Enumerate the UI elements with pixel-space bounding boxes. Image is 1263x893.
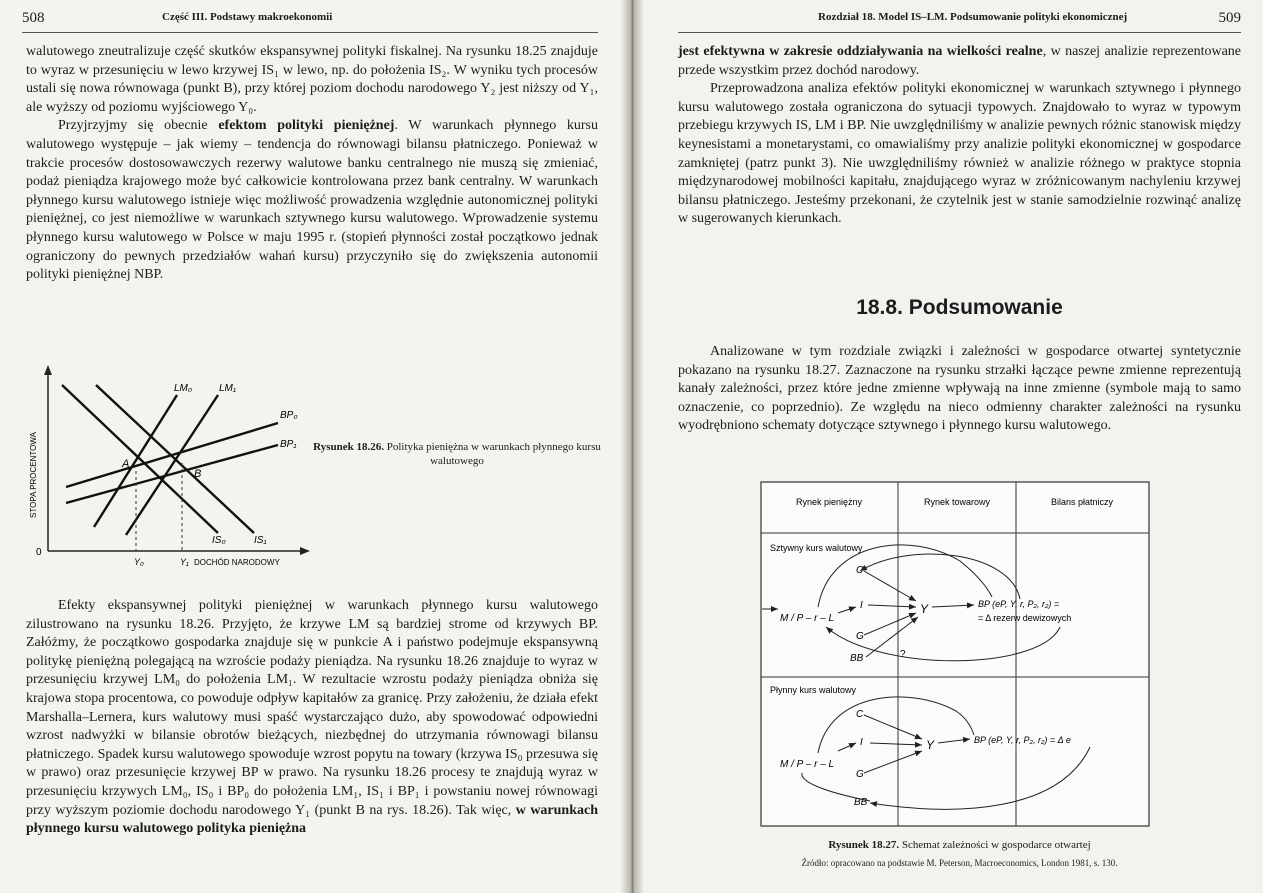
bold-text: jest efektywna w zakresie oddziaływania na wielkości realne	[678, 44, 1043, 59]
text: . W warunkach płynnego kursu walutowego występuje – jak wiemy – tendencja do równowagi bilansu płatniczego. Ponieważ w trakcie procesów dostosowawczych rezerwy walutowe banku centralnego nie muszą się zmieniać, podaż pieniądza krajowego może być całkowicie kontrolowana przez bank centralny. W warunkach płynnego kursu walutowego istnieje więc możliwość prowadzenia względnie autonomicznej polityki pieniężnej, co jest niemożliwe w warunkach sztywnego kursu walutowego. Wprowadzenie systemu płynnego kursu walutowego w Polsce w maju 1995 r. (stopień płynności został początkowo jednak ograniczony do pewnych przedziałów wahań kursu) przyczyniło się do zwiększenia autonomii polityki pieniężnej NBP.	[26, 118, 598, 283]
column-header: Rynek pieniężny	[795, 497, 863, 507]
running-head: Część III. Podstawy makroekonomii	[162, 11, 333, 23]
var-c: C	[856, 709, 864, 720]
paragraph: walutowego zneutralizuje część skutków ekspansywnej polityki fiskalnej. Na rysunku 18.25 znajduje to wyraz w przesunięciu w lewo krzywej IS₁ w lewo, np. do położenia IS₂. W wyniku tych procesów ustali się nowa równowaga (punkt B), przy której poziom dochodu narodowego Y₂ jest niższy od Y₁, ale wyższy od poziomu wyjściowego Y₀.	[26, 44, 598, 115]
caption-label: Rysunek 18.27.	[828, 839, 900, 851]
is0-label: IS₀	[212, 535, 226, 546]
diagram-frame	[761, 482, 1149, 826]
figure-18-26-caption	[312, 440, 602, 468]
right-text-top	[678, 43, 1241, 229]
left-page	[0, 0, 628, 893]
var-i: I	[860, 600, 863, 611]
var-g: G	[856, 769, 864, 780]
page-number: 508	[22, 10, 45, 26]
left-text-top	[26, 43, 598, 285]
y1-label: Y₁	[180, 557, 189, 567]
y-axis-label: STOPA PROCENTOWA	[29, 432, 38, 518]
caption-label: Rysunek 18.26.	[313, 441, 384, 453]
x-axis-arrow	[300, 547, 310, 555]
figure-18-26	[22, 365, 312, 575]
paragraph	[678, 43, 1241, 80]
right-header	[678, 10, 1241, 33]
is0-curve	[62, 385, 218, 533]
summary-text	[678, 343, 1241, 436]
var-y: Y	[926, 738, 935, 752]
paragraph	[26, 597, 598, 839]
bp0-label: BP₀	[280, 410, 298, 421]
var-bb: BB	[850, 653, 864, 664]
caption-text: Schemat zależności w gospodarce otwartej	[901, 839, 1091, 851]
right-page	[636, 0, 1263, 893]
text: Przyjrzyjmy się obecnie	[58, 118, 219, 134]
bp1-curve	[66, 445, 278, 503]
column-header: Bilans płatniczy	[1050, 497, 1114, 507]
y-axis-arrow	[44, 365, 52, 375]
text: Efekty ekspansywnej polityki pieniężnej w warunkach płynnego kursu walutowego zilustrowano na rysunku 18.26. Przyjęto, że krzywe LM są bardziej strome od krzywych BP. Załóżmy, że początkowo gospodarka znajduje się w punkcie A i państwo podejmuje ekspansywną politykę pieniężną polegającą na wzroście podaży pieniądza. Na rysunku 18.26 znajduje to wyraz w przesunięciu krzywej LM₀ do położenia LM₁. W rezultacie wzrostu podaży pieniądza obniża się krajowa stopa procentowa, co powoduje odpływ kapitałów za granicę. Przy założeniu, że działa efekt Marshalla–Lernera, kurs walutowy musi spaść wystarczająco dużo, aby spowodować odpowiedni wzrost nadwyżki w bilansie obrotów bieżących, niezbędnej do utrzymania równowagi bilansu płatniczego. Spadek kursu walutowego spowoduje wzrost popytu na towary (krzywa IS₀ przesuwa się w prawo) oraz przesunięcie krzywej BP w prawo. Na rysunku 18.26 procesy te znajdują wyraz w przesunięciu krzywych LM₀, IS₀ i BP₀ do położenia LM₁, IS₁ i BP₁ i powstaniu nowej równowagi przy wyższym poziomie dochodu narodowego Y₁ (punkt B na rys. 18.26). Tak więc,	[26, 598, 598, 818]
var-g: G	[856, 631, 864, 642]
floating-rate-label: Płynny kurs walutowy	[770, 685, 857, 695]
book-gutter	[620, 0, 644, 893]
column-header: Rynek towarowy	[923, 497, 991, 507]
paragraph: Analizowane w tym rozdziale związki i zależności w gospodarce otwartej syntetycznie pokazano na rysunku 18.27. Zaznaczone na rysunku strzałki łączące pewne zmienne reprezentują kanały zależności, przez które jedne zmienne wpływają na inne zmienne (symbole mają to samo oznaczenie, co poprzednio). Ze względu na nieco odmienny charakter zależności na rysunku wyodrębniono schematy dotyczące sztywnego i płynnego kursu walutowego.	[678, 344, 1241, 434]
lm0-label: LM₀	[174, 383, 193, 394]
y0-label: Y₀	[134, 557, 144, 567]
origin-label: 0	[36, 547, 42, 558]
money-market-chain: M / P – r – L	[780, 759, 835, 770]
section-title: 18.8. Podsumowanie	[856, 296, 1063, 319]
point-a-label: A	[122, 458, 130, 470]
figure-source: Źródło: opracowano na podstawie M. Peterson, Macroeconomics, London 1981, s. 130.	[801, 858, 1118, 868]
bold-text: efektom polityki pieniężnej	[218, 118, 395, 134]
left-header	[22, 10, 598, 33]
bold-text: w warunkach płynnego kursu walutowego polityka pieniężna	[26, 802, 599, 837]
var-bb: BB	[854, 797, 868, 808]
var-c: C	[856, 565, 864, 576]
figure-18-27	[760, 481, 1150, 827]
question-mark: ?	[900, 649, 906, 660]
caption-text: Polityka pieniężna w warunkach płynnego kursu walutowego	[386, 441, 601, 467]
point-b-label: B	[194, 468, 202, 480]
paragraph: Przeprowadzona analiza efektów polityki ekonomicznej w warunkach sztywnego i płynnego kursu walutowego została ograniczona do sytuacji typowych. Znajdowało to wyraz w typowym przebiegu krzywych IS, LM i BP. Nie uwzględniliśmy w analizie pewnych różnic stanowisk między keynesistami a monetarystami, co omawialiśmy przy analizie polityki ekonomicznej w gospodarce zamkniętej (patrz punkt 3). Nie uwzględniliśmy również w analizie różnego w praktyce stopnia międzynarodowej mobilności kapitału, znajdującego wyraz w zróżnicowanym nachyleniu krzywej bilansu płatniczego. Jesteśmy przekonani, że czytelnik jest w stanie samodzielnie rozwinąć analizę w sugerowanych kierunkach.	[678, 81, 1241, 227]
money-market-chain: M / P – r – L	[780, 613, 835, 624]
lm1-label: LM₁	[219, 383, 237, 394]
bp-equation: BP (eP, Y, r, P₂, r₂) = Δ e	[974, 735, 1071, 745]
bp-equation-2: = Δ rezerw dewizowych	[978, 613, 1072, 623]
bp-equation: BP (eP, Y, r, P₂, r₂) =	[978, 599, 1060, 609]
var-y: Y	[920, 602, 929, 616]
left-text-bottom	[26, 597, 598, 839]
var-i: I	[860, 737, 863, 748]
paragraph	[26, 117, 598, 284]
page-number: 509	[1218, 10, 1241, 26]
fixed-rate-label: Sztywny kurs walutowy	[770, 543, 863, 553]
figure-18-27-caption	[678, 839, 1241, 851]
running-head: Rozdział 18. Model IS–LM. Podsumowanie polityki ekonomicznej	[818, 11, 1128, 23]
is1-label: IS₁	[254, 535, 267, 546]
text: , w naszej analizie reprezentowane przede wszystkim przez dochód narodowy.	[678, 44, 1241, 78]
x-axis-label: DOCHÓD NARODOWY	[194, 558, 280, 567]
bp1-label: BP₁	[280, 439, 297, 450]
